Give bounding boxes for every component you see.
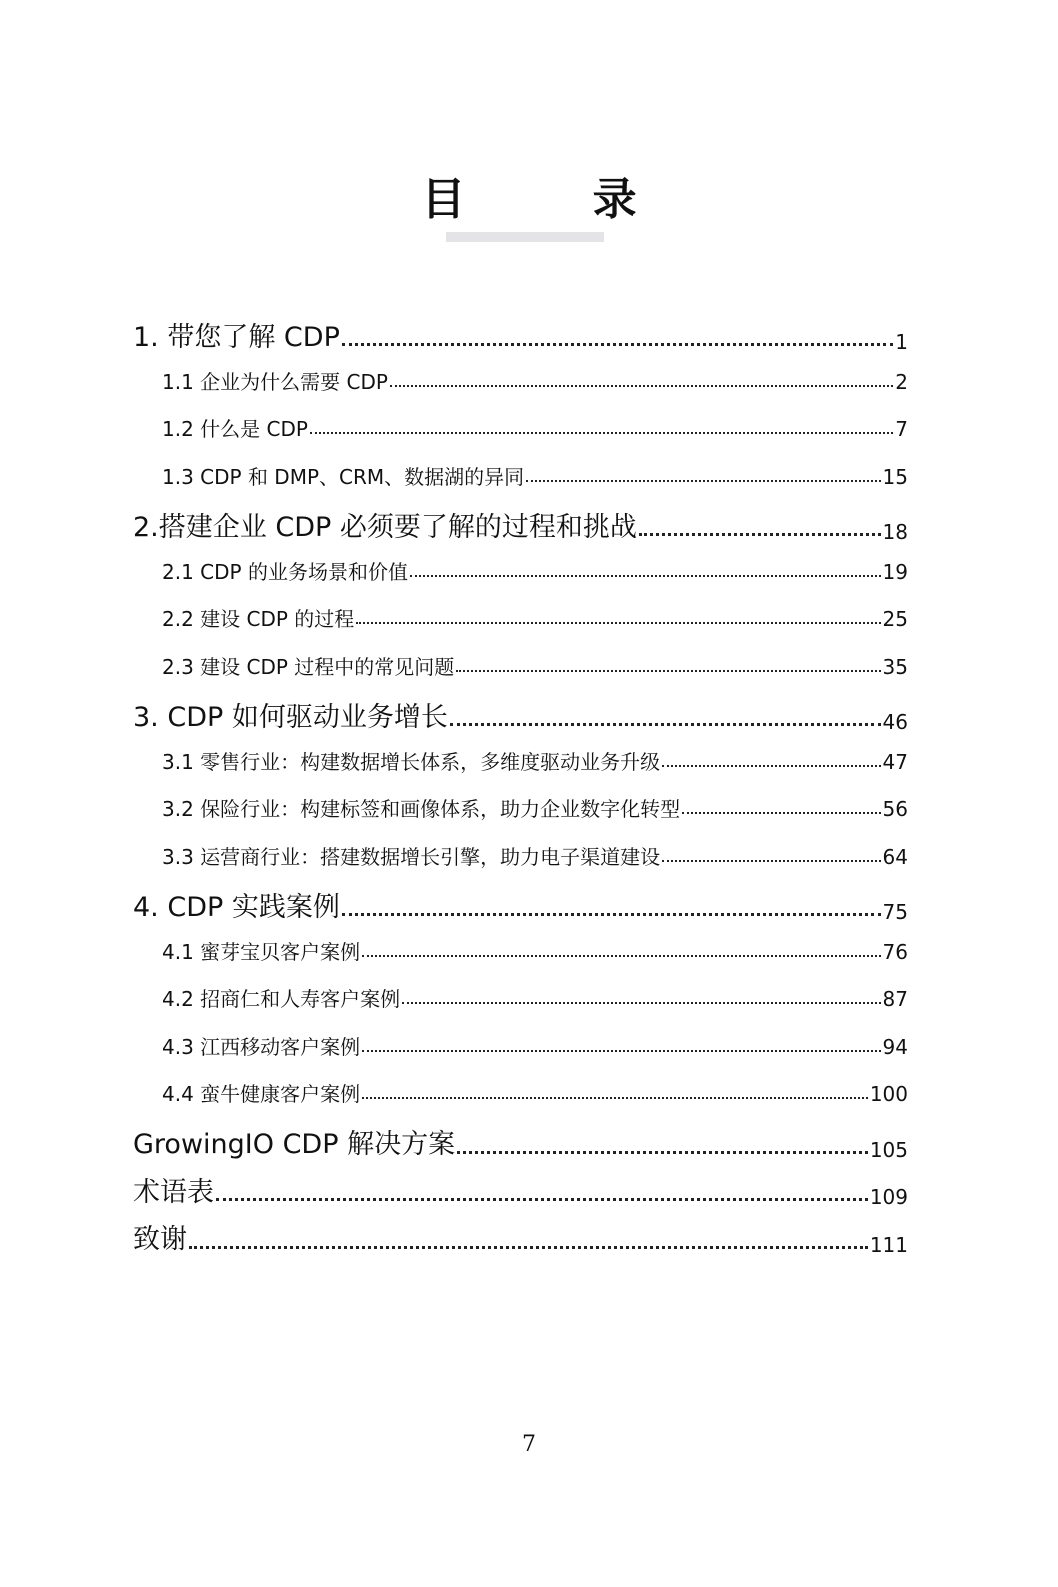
toc-entry[interactable] [162, 932, 908, 964]
toc-dot-leader [526, 480, 880, 482]
toc-dot-leader [362, 1050, 880, 1052]
toc-entry-title: 1.2 什么是 CDP [162, 417, 308, 441]
toc-entry-page: 100 [869, 1082, 908, 1106]
toc-entry-page: 15 [882, 464, 908, 489]
toc-entry-page: 35 [882, 654, 908, 679]
toc-dot-leader [402, 1002, 880, 1004]
toc-entry-title: GrowingIO CDP 解决方案 [133, 1129, 456, 1161]
toc-entry-title: 2.1 CDP 的业务场景和价值 [162, 559, 408, 584]
toc-entry[interactable] [162, 647, 908, 679]
toc-entry-page: 87 [882, 987, 908, 1011]
toc-entry[interactable] [162, 362, 908, 394]
toc-dot-leader [682, 812, 880, 814]
toc-entry-page: 46 [882, 710, 908, 734]
toc-entry[interactable] [133, 504, 908, 544]
toc-entry-page: 47 [882, 749, 908, 774]
page-number: 7 [522, 1432, 536, 1457]
toc-entry-title: 3.2 保险行业：构建标签和画像体系，助力企业数字化转型 [162, 797, 681, 821]
toc-entry[interactable] [133, 1122, 908, 1162]
toc-entry-title: 4.3 江西移动客户案例 [162, 1034, 361, 1059]
toc-entry[interactable] [162, 1074, 908, 1106]
toc-entry-title: 4.4 蛮牛健康客户案例 [162, 1082, 361, 1106]
toc-entry-title: 4. CDP 实践案例 [133, 891, 340, 923]
toc-entry-page: 109 [869, 1185, 908, 1209]
page-title: 目 录 [421, 174, 693, 225]
toc-entry[interactable] [162, 837, 908, 869]
toc-dot-leader [310, 432, 893, 434]
toc-entry-page: 111 [869, 1232, 908, 1257]
toc-entry-page: 25 [882, 607, 908, 631]
toc-entry-page: 2 [895, 369, 908, 394]
toc-entry-page: 56 [882, 797, 908, 821]
toc-entry-title: 1. 带您了解 CDP [133, 321, 340, 353]
toc-dot-leader [639, 533, 881, 536]
toc-entry-title: 术语表 [133, 1176, 214, 1208]
title-wrap [0, 170, 1058, 230]
toc-entry-page: 18 [882, 520, 908, 544]
toc-dot-leader [662, 860, 880, 862]
toc-entry-page: 1 [895, 330, 908, 354]
toc-entry-title: 2.3 建设 CDP 过程中的常见问题 [162, 654, 455, 679]
toc-entry-title: 3.3 运营商行业：搭建数据增长引擎，助力电子渠道建设 [162, 844, 661, 869]
toc-dot-leader [342, 913, 881, 916]
toc-entry-title: 2.2 建设 CDP 的过程 [162, 607, 355, 631]
toc-entry[interactable] [162, 979, 908, 1011]
toc-entry[interactable] [162, 599, 908, 631]
toc-dot-leader [410, 575, 881, 577]
toc-entry[interactable] [162, 1027, 908, 1059]
toc-dot-leader [390, 385, 893, 387]
toc-dot-leader [457, 1151, 868, 1154]
toc-entry-page: 19 [882, 559, 908, 584]
toc-dot-leader [450, 723, 881, 726]
toc-entry-title: 3. CDP 如何驱动业务增长 [133, 701, 448, 733]
toc-entry[interactable] [162, 457, 908, 489]
title-underline [446, 232, 604, 242]
toc-entry-page: 7 [895, 417, 908, 441]
toc-entry[interactable] [162, 789, 908, 821]
toc-dot-leader [662, 765, 880, 767]
toc-entry[interactable] [133, 1217, 908, 1257]
toc-dot-leader [189, 1246, 868, 1249]
toc-dot-leader [362, 955, 880, 957]
toc-dot-leader [216, 1198, 868, 1201]
toc-entry-title: 4.1 蜜芽宝贝客户案例 [162, 939, 361, 964]
toc-dot-leader [356, 622, 880, 624]
toc-entry-page: 64 [882, 844, 908, 869]
toc-dot-leader [362, 1097, 868, 1099]
toc-entry-title: 1.1 企业为什么需要 CDP [162, 369, 388, 394]
toc-dot-leader [342, 343, 893, 346]
toc-entry[interactable] [133, 314, 908, 354]
toc-entry[interactable] [133, 1169, 908, 1209]
toc-entry-title: 2.搭建企业 CDP 必须要了解的过程和挑战 [133, 511, 637, 543]
toc-entry[interactable] [162, 742, 908, 774]
toc-entry[interactable] [162, 552, 908, 584]
toc-entry-title: 4.2 招商仁和人寿客户案例 [162, 987, 401, 1011]
toc-entry[interactable] [133, 884, 908, 924]
toc-entry-page: 76 [882, 939, 908, 964]
toc-dot-leader [456, 670, 880, 672]
toc-entry-title: 1.3 CDP 和 DMP、CRM、数据湖的异同 [162, 464, 525, 489]
toc-entry-page: 105 [869, 1137, 908, 1162]
toc-entry-page: 75 [882, 900, 908, 924]
toc-entry-page: 94 [882, 1034, 908, 1059]
toc-entry[interactable] [162, 409, 908, 441]
toc-entry-title: 3.1 零售行业：构建数据增长体系，多维度驱动业务升级 [162, 749, 661, 774]
toc-entry-title: 致谢 [133, 1224, 187, 1256]
toc-entry[interactable] [133, 694, 908, 734]
